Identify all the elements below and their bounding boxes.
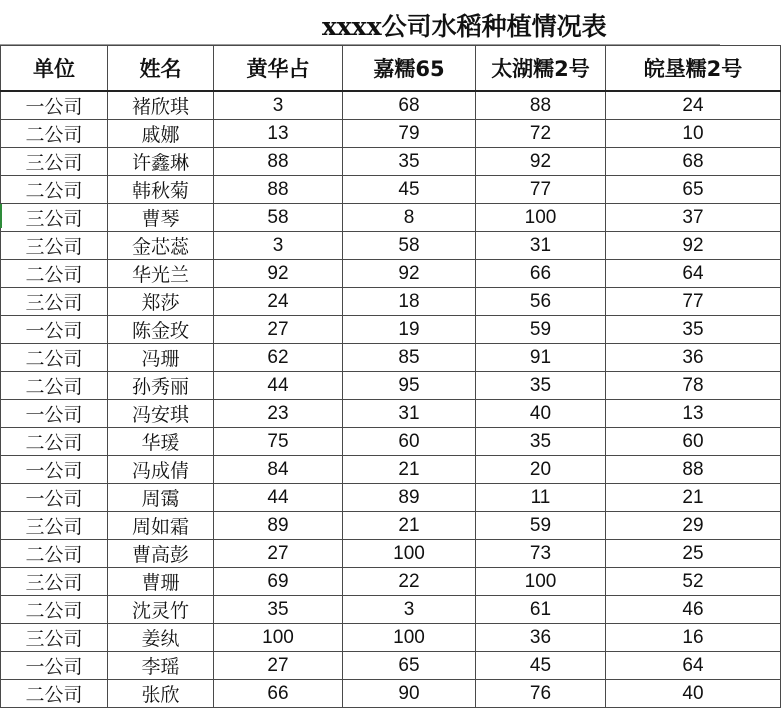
title-row [0,0,720,45]
huanghuazhan-cell[interactable]: 66 [214,680,343,708]
unit-cell[interactable]: 二公司 [1,120,108,148]
jianuo65-cell[interactable]: 89 [343,484,476,512]
table-row [1,568,781,596]
huanghuazhan-cell[interactable]: 24 [214,288,343,316]
jianuo65-cell[interactable]: 58 [343,232,476,260]
huanghuazhan-cell[interactable]: 3 [214,232,343,260]
taihunuo2-cell[interactable]: 35 [476,372,606,400]
header-cell-taihunuo2[interactable]: 太湖糯2号 [476,46,606,92]
header-cell-huanghuazhan[interactable]: 黄华占 [214,46,343,92]
unit-cell[interactable]: 二公司 [1,680,108,708]
jianuo65-cell[interactable]: 21 [343,456,476,484]
taihunuo2-cell[interactable]: 77 [476,176,606,204]
name-cell[interactable]: 周霭 [108,484,214,512]
name-cell[interactable]: 孙秀丽 [108,372,214,400]
header-cell-unit[interactable]: 单位 [1,46,108,92]
table-row [1,372,781,400]
wankennuo2-cell[interactable]: 25 [606,540,781,568]
data-table [0,45,781,708]
huanghuazhan-cell[interactable]: 58 [214,204,343,232]
huanghuazhan-cell[interactable]: 75 [214,428,343,456]
taihunuo2-cell[interactable]: 73 [476,540,606,568]
table-row [1,120,781,148]
huanghuazhan-cell[interactable]: 27 [214,540,343,568]
wankennuo2-cell[interactable]: 46 [606,596,781,624]
huanghuazhan-cell[interactable]: 44 [214,372,343,400]
name-cell[interactable]: 韩秋菊 [108,176,214,204]
taihunuo2-cell[interactable]: 72 [476,120,606,148]
jianuo65-cell[interactable]: 90 [343,680,476,708]
unit-cell[interactable]: 二公司 [1,176,108,204]
unit-cell[interactable]: 二公司 [1,372,108,400]
taihunuo2-cell[interactable]: 20 [476,456,606,484]
taihunuo2-cell[interactable]: 91 [476,344,606,372]
taihunuo2-cell[interactable]: 11 [476,484,606,512]
wankennuo2-cell[interactable]: 92 [606,232,781,260]
wankennuo2-cell[interactable]: 40 [606,680,781,708]
jianuo65-cell[interactable]: 31 [343,400,476,428]
huanghuazhan-cell[interactable]: 44 [214,484,343,512]
jianuo65-cell[interactable]: 18 [343,288,476,316]
huanghuazhan-cell[interactable]: 84 [214,456,343,484]
wankennuo2-cell[interactable]: 36 [606,344,781,372]
unit-cell[interactable]: 三公司 [1,232,108,260]
huanghuazhan-cell[interactable]: 62 [214,344,343,372]
wankennuo2-cell[interactable]: 78 [606,372,781,400]
jianuo65-cell[interactable]: 60 [343,428,476,456]
taihunuo2-cell[interactable]: 31 [476,232,606,260]
jianuo65-cell[interactable]: 35 [343,148,476,176]
unit-cell[interactable]: 一公司 [1,652,108,680]
name-cell[interactable]: 周如霜 [108,512,214,540]
huanghuazhan-cell[interactable]: 3 [214,91,343,120]
jianuo65-cell[interactable]: 85 [343,344,476,372]
taihunuo2-cell[interactable]: 92 [476,148,606,176]
taihunuo2-cell[interactable]: 100 [476,568,606,596]
taihunuo2-cell[interactable]: 56 [476,288,606,316]
wankennuo2-cell[interactable]: 65 [606,176,781,204]
unit-cell[interactable]: 二公司 [1,260,108,288]
wankennuo2-cell[interactable]: 24 [606,91,781,120]
taihunuo2-cell[interactable]: 88 [476,91,606,120]
wankennuo2-cell[interactable]: 77 [606,288,781,316]
name-cell[interactable]: 张欣 [108,680,214,708]
table-row [1,176,781,204]
name-cell[interactable]: 曹高彭 [108,540,214,568]
huanghuazhan-cell[interactable]: 100 [214,624,343,652]
header-cell-jianuo65[interactable]: 嘉糯65 [343,46,476,92]
name-cell[interactable]: 李瑶 [108,652,214,680]
taihunuo2-cell[interactable]: 100 [476,204,606,232]
unit-cell[interactable]: 三公司 [1,624,108,652]
table-row [1,652,781,680]
jianuo65-cell[interactable]: 100 [343,540,476,568]
active-row-marker [0,204,2,228]
wankennuo2-cell[interactable]: 60 [606,428,781,456]
wankennuo2-cell[interactable]: 16 [606,624,781,652]
table-row [1,288,781,316]
table-row [1,456,781,484]
unit-cell[interactable]: 一公司 [1,316,108,344]
huanghuazhan-cell[interactable]: 27 [214,652,343,680]
taihunuo2-cell[interactable]: 35 [476,428,606,456]
table-row [1,680,781,708]
unit-cell[interactable]: 一公司 [1,91,108,120]
huanghuazhan-cell[interactable]: 92 [214,260,343,288]
taihunuo2-cell[interactable]: 36 [476,624,606,652]
header-cell-wankennuo2[interactable]: 皖垦糯2号 [606,46,781,92]
jianuo65-cell[interactable]: 79 [343,120,476,148]
name-cell[interactable]: 华光兰 [108,260,214,288]
header-cell-name[interactable]: 姓名 [108,46,214,92]
sheet-title[interactable]: xxxx公司水稻种植情况表 [322,12,607,41]
table-row [1,232,781,260]
name-cell[interactable]: 华瑗 [108,428,214,456]
wankennuo2-cell[interactable]: 10 [606,120,781,148]
huanghuazhan-cell[interactable]: 23 [214,400,343,428]
jianuo65-cell[interactable]: 8 [343,204,476,232]
taihunuo2-cell[interactable]: 59 [476,512,606,540]
name-cell[interactable]: 曹琴 [108,204,214,232]
name-cell[interactable]: 冯安琪 [108,400,214,428]
name-cell[interactable]: 许鑫琳 [108,148,214,176]
table-row [1,540,781,568]
name-cell[interactable]: 褚欣琪 [108,91,214,120]
jianuo65-cell[interactable]: 68 [343,91,476,120]
name-cell[interactable]: 金芯蕊 [108,232,214,260]
table-row [1,512,781,540]
huanghuazhan-cell[interactable]: 88 [214,176,343,204]
jianuo65-cell[interactable]: 100 [343,624,476,652]
unit-cell[interactable]: 二公司 [1,428,108,456]
table-row [1,344,781,372]
huanghuazhan-cell[interactable]: 89 [214,512,343,540]
unit-cell[interactable]: 三公司 [1,148,108,176]
jianuo65-cell[interactable]: 3 [343,596,476,624]
wankennuo2-cell[interactable]: 35 [606,316,781,344]
table-row [1,484,781,512]
name-cell[interactable]: 郑莎 [108,288,214,316]
taihunuo2-cell[interactable]: 61 [476,596,606,624]
huanghuazhan-cell[interactable]: 13 [214,120,343,148]
huanghuazhan-cell[interactable]: 27 [214,316,343,344]
table-row [1,260,781,288]
wankennuo2-cell[interactable]: 68 [606,148,781,176]
wankennuo2-cell[interactable]: 29 [606,512,781,540]
jianuo65-cell[interactable]: 95 [343,372,476,400]
name-cell[interactable]: 戚娜 [108,120,214,148]
table-row [1,316,781,344]
wankennuo2-cell[interactable]: 52 [606,568,781,596]
jianuo65-cell[interactable]: 65 [343,652,476,680]
huanghuazhan-cell[interactable]: 88 [214,148,343,176]
unit-cell[interactable]: 一公司 [1,400,108,428]
name-cell[interactable]: 姜纨 [108,624,214,652]
wankennuo2-cell[interactable]: 88 [606,456,781,484]
header-row [1,46,781,92]
unit-cell[interactable]: 二公司 [1,596,108,624]
unit-cell[interactable]: 三公司 [1,204,108,232]
jianuo65-cell[interactable]: 45 [343,176,476,204]
name-cell[interactable]: 沈灵竹 [108,596,214,624]
table-row [1,204,781,232]
table-row [1,91,781,120]
table-row [1,148,781,176]
jianuo65-cell[interactable]: 19 [343,316,476,344]
jianuo65-cell[interactable]: 92 [343,260,476,288]
taihunuo2-cell[interactable]: 40 [476,400,606,428]
table-row [1,596,781,624]
taihunuo2-cell[interactable]: 45 [476,652,606,680]
wankennuo2-cell[interactable]: 37 [606,204,781,232]
unit-cell[interactable]: 一公司 [1,484,108,512]
unit-cell[interactable]: 二公司 [1,540,108,568]
unit-cell[interactable]: 三公司 [1,568,108,596]
unit-cell[interactable]: 三公司 [1,512,108,540]
jianuo65-cell[interactable]: 22 [343,568,476,596]
huanghuazhan-cell[interactable]: 69 [214,568,343,596]
wankennuo2-cell[interactable]: 13 [606,400,781,428]
wankennuo2-cell[interactable]: 64 [606,652,781,680]
table-row [1,400,781,428]
table-row [1,428,781,456]
name-cell[interactable]: 陈金玫 [108,316,214,344]
unit-cell[interactable]: 三公司 [1,288,108,316]
wankennuo2-cell[interactable]: 64 [606,260,781,288]
taihunuo2-cell[interactable]: 76 [476,680,606,708]
huanghuazhan-cell[interactable]: 35 [214,596,343,624]
name-cell[interactable]: 冯成倩 [108,456,214,484]
name-cell[interactable]: 曹珊 [108,568,214,596]
wankennuo2-cell[interactable]: 21 [606,484,781,512]
jianuo65-cell[interactable]: 21 [343,512,476,540]
table-row [1,624,781,652]
taihunuo2-cell[interactable]: 66 [476,260,606,288]
unit-cell[interactable]: 二公司 [1,344,108,372]
unit-cell[interactable]: 一公司 [1,456,108,484]
name-cell[interactable]: 冯珊 [108,344,214,372]
taihunuo2-cell[interactable]: 59 [476,316,606,344]
